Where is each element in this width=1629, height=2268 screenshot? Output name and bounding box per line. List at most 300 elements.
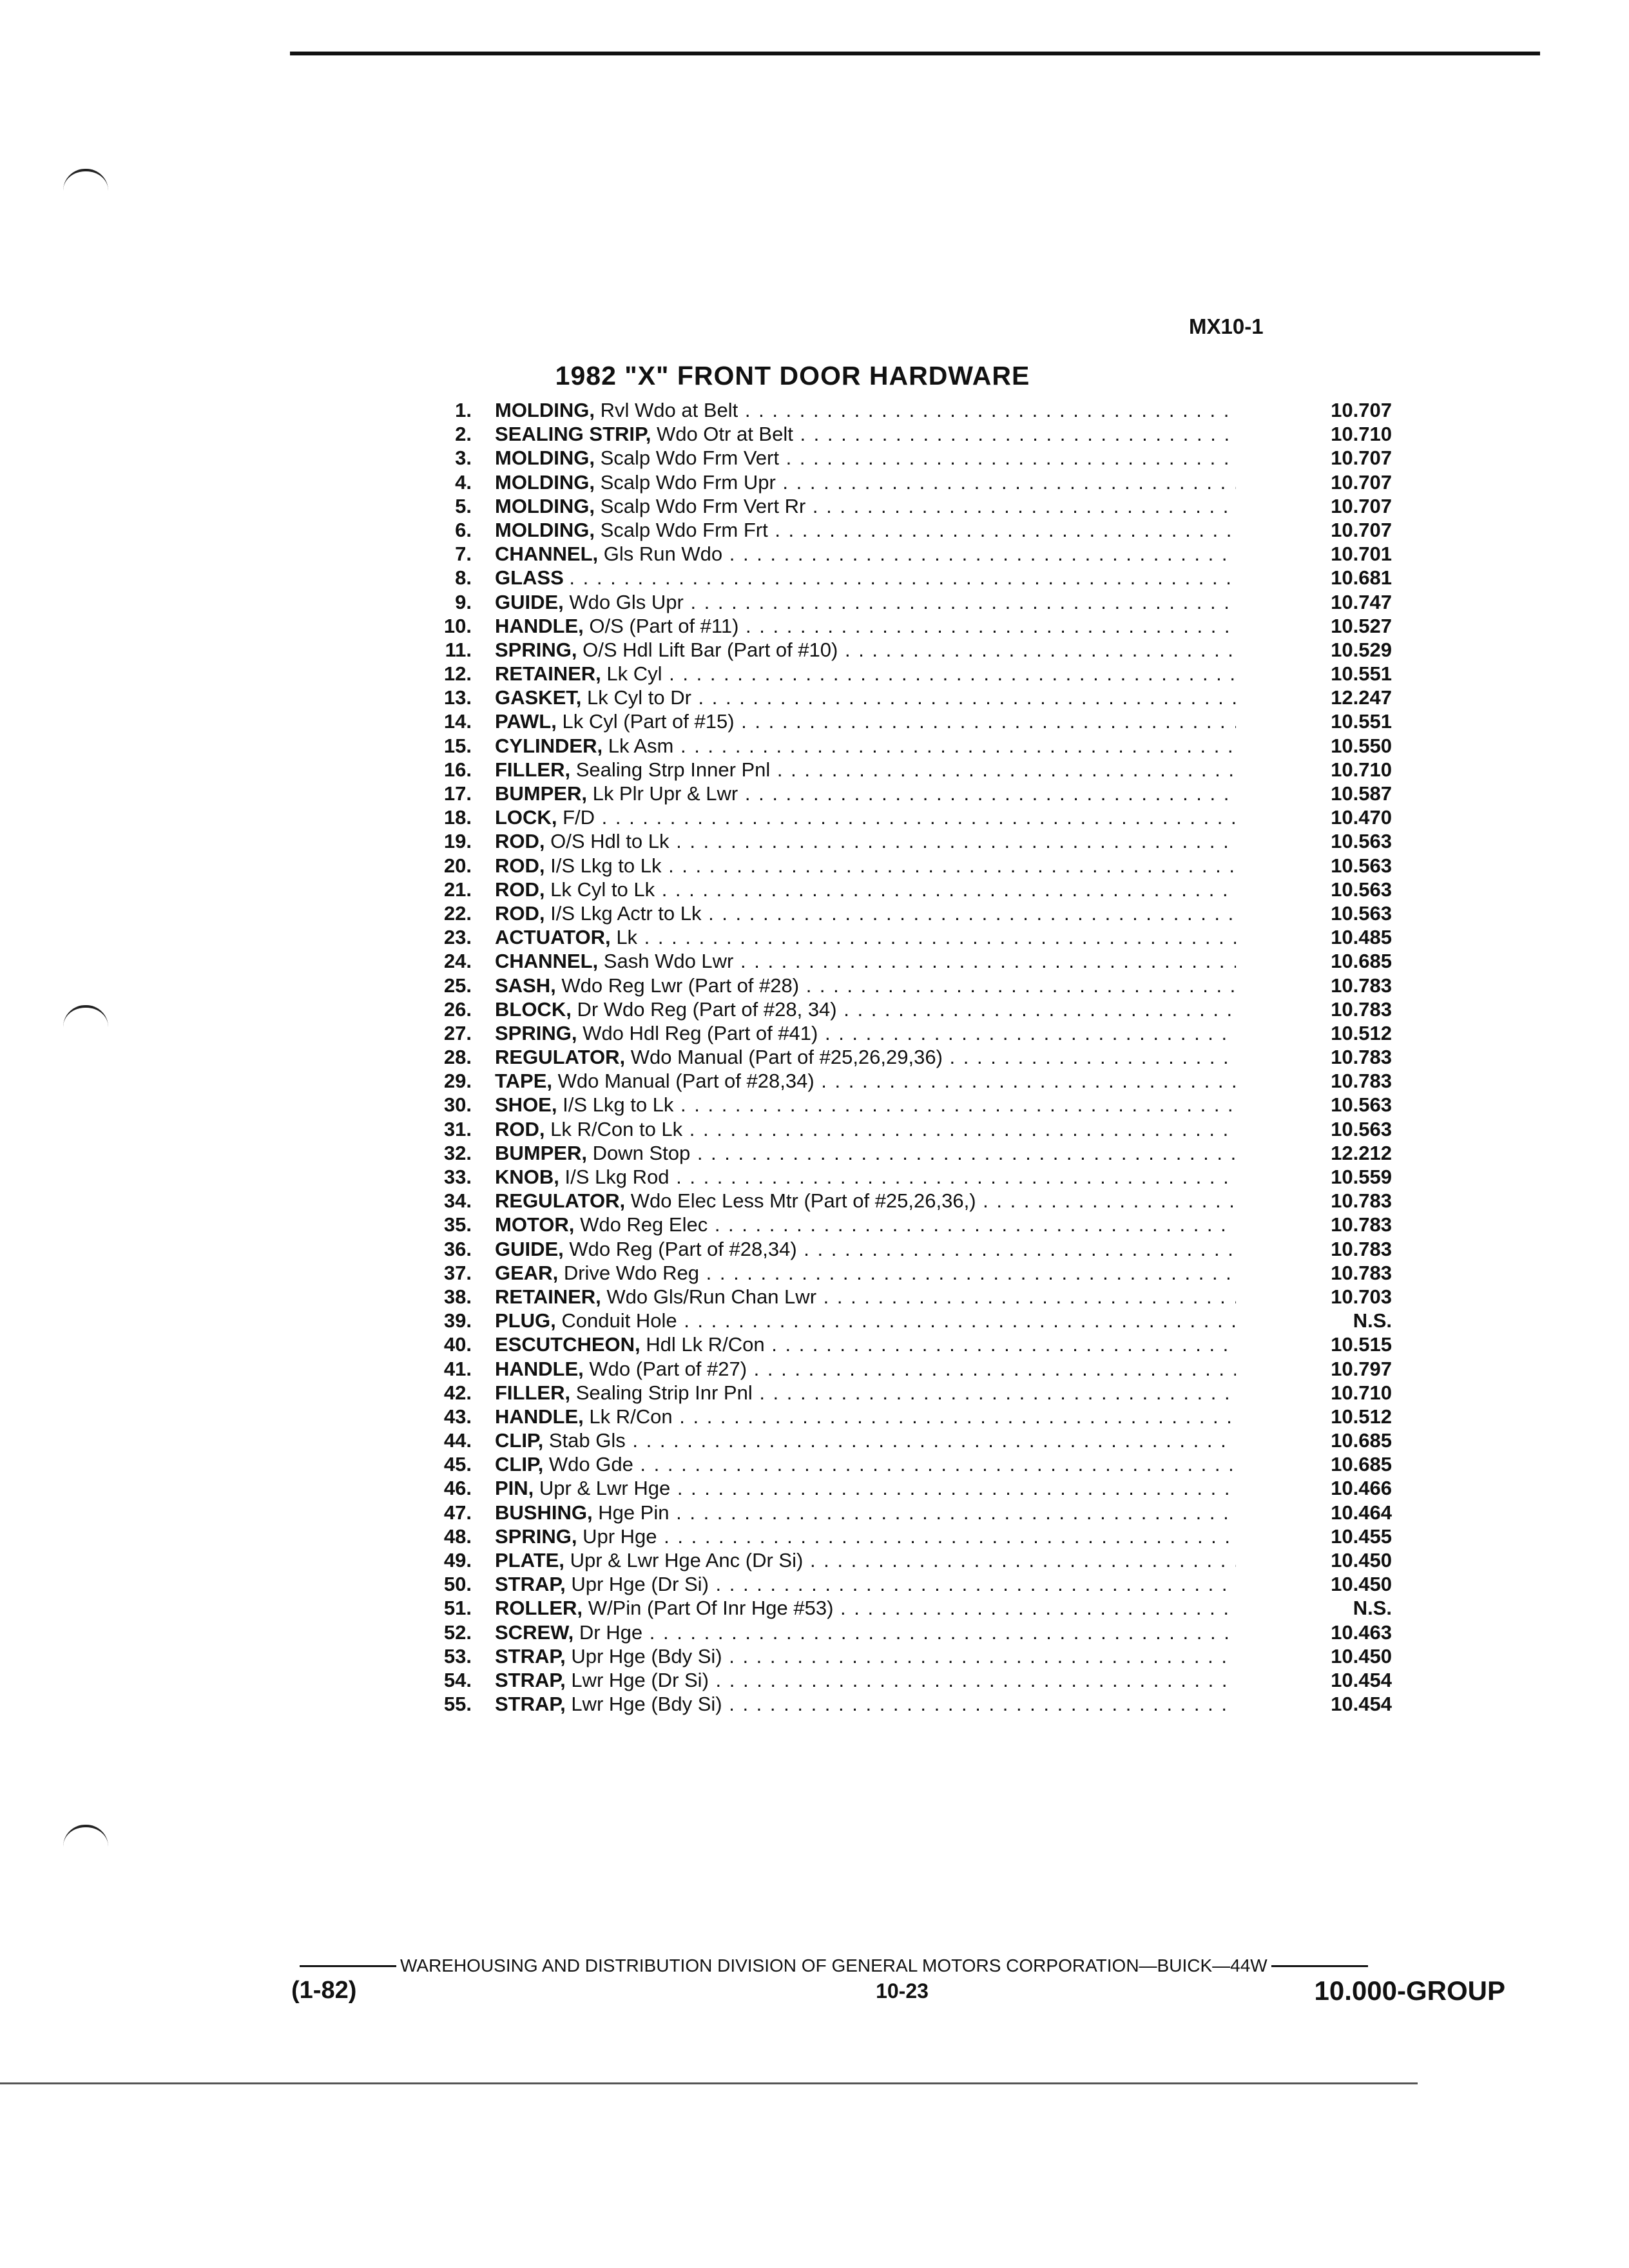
parts-row (412, 422, 1392, 446)
part-detail: Lk R/Con to Lk (550, 1117, 683, 1140)
part-description (495, 854, 1236, 878)
part-group-number: 10.454 (1331, 1668, 1392, 1691)
part-name: ACTUATOR, (495, 926, 611, 949)
parts-row (412, 446, 1392, 470)
part-name: RETAINER, (495, 662, 601, 686)
part-description (495, 1141, 1236, 1165)
part-description (495, 662, 1236, 686)
part-group-number: 10.563 (1331, 830, 1392, 853)
part-description (495, 422, 1236, 446)
part-description (495, 974, 1236, 997)
part-detail: W/Pin (Part Of Inr Hge #53) (588, 1597, 834, 1620)
part-group-number: 12.247 (1331, 686, 1392, 709)
part-number: 13. (443, 686, 472, 709)
part-group-number: 10.512 (1331, 1405, 1392, 1428)
part-name: PLUG, (495, 1309, 556, 1332)
part-number: 19. (443, 830, 472, 853)
part-group-number: 10.450 (1331, 1549, 1392, 1571)
part-number: 44. (443, 1429, 472, 1452)
part-name: FILLER, (495, 1381, 571, 1404)
part-number: 41. (443, 1357, 472, 1380)
part-group-number: 10.710 (1331, 1381, 1392, 1404)
part-detail: Hdl Lk R/Con (646, 1333, 765, 1356)
part-name: SPRING, (495, 638, 577, 661)
part-number: 32. (443, 1141, 472, 1164)
parts-row (412, 1093, 1392, 1117)
part-name: CYLINDER, (495, 734, 603, 757)
part-number: 1. (455, 399, 472, 421)
parts-row (412, 542, 1392, 566)
part-description (495, 1357, 1236, 1381)
part-description (495, 1165, 1236, 1189)
part-group-number: 10.550 (1331, 734, 1392, 757)
part-name: TAPE, (495, 1070, 552, 1093)
part-detail: Lk Cyl (606, 662, 662, 686)
part-description (495, 494, 1236, 518)
part-description (495, 1189, 1236, 1213)
parts-row (412, 1381, 1392, 1405)
part-number: 4. (455, 470, 472, 494)
part-number: 53. (443, 1644, 472, 1667)
part-name: GASKET, (495, 686, 582, 709)
part-number: 7. (455, 543, 472, 566)
part-detail: Wdo Reg (Part of #28,34) (569, 1237, 797, 1260)
part-group-number: 10.559 (1331, 1166, 1392, 1188)
part-description (495, 1285, 1236, 1309)
page-code: MX10-1 (1189, 314, 1264, 338)
part-number: 38. (443, 1285, 472, 1308)
part-description (495, 398, 1236, 422)
parts-row (412, 1476, 1392, 1500)
part-number: 46. (443, 1477, 472, 1500)
part-description (495, 1069, 1236, 1093)
part-name: RETAINER, (495, 1285, 601, 1308)
parts-row (412, 1452, 1392, 1476)
part-detail: Dr Wdo Reg (Part of #28, 34) (577, 997, 837, 1021)
part-description (495, 734, 1236, 758)
part-description (495, 1213, 1236, 1236)
part-name: STRAP, (495, 1693, 566, 1716)
parts-row (412, 1141, 1392, 1165)
part-number: 2. (455, 423, 472, 446)
part-number: 30. (443, 1093, 472, 1117)
part-name: BUSHING, (495, 1501, 593, 1524)
part-name: MOLDING, (495, 518, 595, 541)
part-name: LOCK, (495, 806, 557, 829)
part-group-number: 10.747 (1331, 590, 1392, 613)
part-number: 37. (443, 1261, 472, 1284)
part-detail: Lk Plr Upr & Lwr (592, 782, 738, 805)
part-detail: I/S Lkg to Lk (550, 854, 662, 877)
part-number: 20. (443, 854, 472, 877)
part-name: SASH, (495, 974, 556, 997)
part-detail: Upr & Lwr Hge (539, 1477, 671, 1500)
part-description (495, 878, 1236, 901)
parts-row (412, 1524, 1392, 1548)
part-number: 24. (443, 950, 472, 973)
binder-hole-mark (63, 169, 108, 191)
parts-row (412, 974, 1392, 997)
part-name: PLATE, (495, 1549, 564, 1571)
part-group-number: 10.466 (1331, 1477, 1392, 1500)
parts-row (412, 997, 1392, 1021)
part-group-number: 10.563 (1331, 1117, 1392, 1140)
parts-row (412, 709, 1392, 733)
part-detail: O/S Hdl to Lk (550, 830, 670, 853)
part-description (495, 1309, 1236, 1332)
part-detail: Wdo Reg Lwr (Part of #28) (561, 974, 800, 997)
part-group-number: 10.512 (1331, 1021, 1392, 1044)
parts-row (412, 805, 1392, 829)
part-number: 10. (443, 614, 472, 637)
part-group-number: 10.450 (1331, 1644, 1392, 1667)
part-name: GUIDE, (495, 1237, 564, 1260)
part-description (495, 709, 1236, 733)
part-detail: Upr Hge (Dr Si) (571, 1573, 709, 1596)
part-detail: Wdo Hdl Reg (Part of #41) (583, 1021, 818, 1044)
part-detail: Sealing Strip Inr Pnl (575, 1381, 753, 1404)
part-name: PAWL, (495, 710, 557, 733)
part-group-number: 10.470 (1331, 806, 1392, 829)
part-group-number: 10.529 (1331, 638, 1392, 661)
part-group-number: 10.797 (1331, 1357, 1392, 1380)
part-description (495, 1501, 1236, 1524)
part-number: 17. (443, 782, 472, 805)
part-detail: Wdo (Part of #27) (589, 1357, 747, 1380)
part-number: 28. (443, 1046, 472, 1069)
part-name: CHANNEL, (495, 543, 599, 566)
part-description (495, 566, 1236, 590)
part-group-number: 10.464 (1331, 1501, 1392, 1524)
part-detail: Wdo Gls/Run Chan Lwr (606, 1285, 817, 1308)
part-name: REGULATOR, (495, 1189, 626, 1213)
part-description (495, 1428, 1236, 1452)
parts-row (412, 1045, 1392, 1069)
parts-row (412, 1620, 1392, 1644)
part-detail: Lk Cyl to Lk (550, 878, 655, 901)
part-detail: Gls Run Wdo (603, 543, 723, 566)
part-name: ROD, (495, 901, 545, 925)
footer-division-line (300, 1956, 1518, 1976)
parts-list (412, 398, 1392, 1716)
part-description (495, 901, 1236, 925)
part-description (495, 1452, 1236, 1476)
part-detail: Wdo Manual (Part of #25,26,29,36) (630, 1046, 943, 1069)
part-name: GUIDE, (495, 590, 564, 613)
part-number: 47. (443, 1501, 472, 1524)
part-number: 49. (443, 1549, 472, 1571)
parts-row (412, 1501, 1392, 1524)
part-name: MOLDING, (495, 447, 595, 470)
part-detail: O/S (Part of #11) (589, 614, 739, 637)
part-name: BLOCK, (495, 997, 572, 1021)
part-name: BUMPER, (495, 1141, 587, 1164)
part-number: 39. (443, 1309, 472, 1332)
part-description (495, 1261, 1236, 1285)
part-description (495, 1093, 1236, 1117)
parts-row (412, 949, 1392, 973)
part-number: 18. (443, 806, 472, 829)
part-group-number: 10.783 (1331, 1213, 1392, 1236)
part-description (495, 949, 1236, 973)
part-detail: Wdo Reg Elec (580, 1213, 708, 1236)
parts-row (412, 1021, 1392, 1045)
part-detail: Stab Gls (548, 1429, 626, 1452)
part-number: 45. (443, 1453, 472, 1476)
footer-page-number: 10-23 (876, 1979, 929, 2003)
part-name: SPRING, (495, 1524, 577, 1548)
part-group-number: 10.455 (1331, 1524, 1392, 1548)
part-group-number: N.S. (1353, 1597, 1392, 1620)
part-detail: Hge Pin (598, 1501, 670, 1524)
parts-row (412, 494, 1392, 518)
part-detail: Lk Cyl (Part of #15) (562, 710, 735, 733)
part-detail: Upr Hge (583, 1524, 657, 1548)
part-group-number: 10.707 (1331, 447, 1392, 470)
part-name: MOTOR, (495, 1213, 575, 1236)
part-description (495, 470, 1236, 494)
parts-row (412, 470, 1392, 494)
parts-row (412, 1213, 1392, 1236)
part-group-number: 10.783 (1331, 1237, 1392, 1260)
part-detail: Drive Wdo Reg (563, 1261, 699, 1284)
parts-row (412, 734, 1392, 758)
part-group-number: 10.551 (1331, 662, 1392, 686)
part-name: STRAP, (495, 1644, 566, 1667)
part-group-number: 10.783 (1331, 1261, 1392, 1284)
footer-division: WAREHOUSING AND DISTRIBUTION DIVISION OF GENERAL MOTORS CORPORATION—BUICK—44W (400, 1956, 1268, 1975)
part-description (495, 590, 1236, 614)
part-description (495, 1644, 1236, 1668)
part-name: SHOE, (495, 1093, 557, 1117)
binder-hole-mark (63, 1005, 108, 1027)
part-group-number: 10.707 (1331, 399, 1392, 421)
parts-row (412, 1069, 1392, 1093)
part-name: CLIP, (495, 1453, 544, 1476)
footer-group: 10.000-GROUP (1314, 1975, 1505, 2006)
part-name: FILLER, (495, 758, 571, 781)
part-name: ROD, (495, 1117, 545, 1140)
parts-row (412, 1165, 1392, 1189)
parts-row (412, 662, 1392, 686)
footer-date: (1-82) (291, 1977, 357, 2004)
part-description (495, 1572, 1236, 1596)
part-detail: Wdo Elec Less Mtr (Part of #25,26,36,) (630, 1189, 976, 1213)
part-number: 8. (455, 566, 472, 590)
part-name: CLIP, (495, 1429, 544, 1452)
part-group-number: 10.710 (1331, 423, 1392, 446)
part-detail: Conduit Hole (561, 1309, 677, 1332)
part-group-number: 10.685 (1331, 950, 1392, 973)
binder-hole-mark (63, 1825, 108, 1847)
part-name: MOLDING, (495, 399, 595, 421)
part-name: BUMPER, (495, 782, 587, 805)
part-description (495, 829, 1236, 853)
part-name: REGULATOR, (495, 1046, 626, 1069)
part-name: MOLDING, (495, 494, 595, 517)
bottom-rule (0, 2082, 1418, 2084)
part-number: 36. (443, 1237, 472, 1260)
part-group-number: 10.454 (1331, 1693, 1392, 1716)
part-description (495, 518, 1236, 542)
part-description (495, 1332, 1236, 1356)
part-detail: Lk (616, 926, 638, 949)
parts-row (412, 925, 1392, 949)
part-detail: Lk Asm (608, 734, 674, 757)
part-detail: Sealing Strp Inner Pnl (575, 758, 771, 781)
part-name: SCREW, (495, 1620, 574, 1644)
part-group-number: 10.485 (1331, 926, 1392, 949)
parts-row (412, 1644, 1392, 1668)
part-number: 16. (443, 758, 472, 781)
part-description (495, 782, 1236, 805)
part-name: SEALING STRIP, (495, 423, 651, 446)
part-group-number: 10.783 (1331, 1070, 1392, 1093)
part-name: ROD, (495, 830, 545, 853)
part-description (495, 1021, 1236, 1045)
part-description (495, 805, 1236, 829)
part-name: CHANNEL, (495, 950, 599, 973)
footer-rule-left (300, 1965, 396, 1967)
part-description (495, 686, 1236, 709)
parts-row (412, 1668, 1392, 1692)
parts-row (412, 686, 1392, 709)
part-number: 33. (443, 1166, 472, 1188)
part-group-number: 10.783 (1331, 1046, 1392, 1069)
part-group-number: 10.563 (1331, 1093, 1392, 1117)
part-number: 35. (443, 1213, 472, 1236)
part-number: 26. (443, 997, 472, 1021)
part-name: HANDLE, (495, 614, 584, 637)
part-group-number: 10.783 (1331, 974, 1392, 997)
part-detail: Wdo Manual (Part of #28,34) (557, 1070, 815, 1093)
part-group-number: 10.783 (1331, 997, 1392, 1021)
part-description (495, 925, 1236, 949)
part-name: ESCUTCHEON, (495, 1333, 641, 1356)
part-group-number: 10.707 (1331, 518, 1392, 541)
part-number: 9. (455, 590, 472, 613)
part-group-number: 10.681 (1331, 566, 1392, 590)
parts-row (412, 1692, 1392, 1716)
part-group-number: 10.685 (1331, 1453, 1392, 1476)
part-number: 5. (455, 494, 472, 517)
part-name: HANDLE, (495, 1357, 584, 1380)
part-number: 42. (443, 1381, 472, 1404)
parts-row (412, 1332, 1392, 1356)
part-number: 29. (443, 1070, 472, 1093)
part-number: 3. (455, 447, 472, 470)
part-description (495, 1476, 1236, 1500)
top-rule (290, 52, 1540, 55)
part-detail: Down Stop (592, 1141, 691, 1164)
part-name: STRAP, (495, 1668, 566, 1691)
parts-row (412, 1117, 1392, 1141)
parts-row (412, 614, 1392, 638)
part-detail: Scalp Wdo Frm Upr (600, 470, 776, 494)
part-number: 51. (443, 1597, 472, 1620)
part-description (495, 1405, 1236, 1428)
part-group-number: 10.710 (1331, 758, 1392, 781)
part-detail: Lwr Hge (Dr Si) (571, 1668, 709, 1691)
part-group-number: 12.212 (1331, 1141, 1392, 1164)
part-description (495, 1381, 1236, 1405)
part-detail: O/S Hdl Lift Bar (Part of #10) (583, 638, 838, 661)
part-description (495, 1524, 1236, 1548)
part-group-number: 10.527 (1331, 614, 1392, 637)
part-name: GLASS (495, 566, 564, 590)
part-name: MOLDING, (495, 470, 595, 494)
page-title: 1982 "X" FRONT DOOR HARDWARE (555, 361, 1030, 390)
part-number: 34. (443, 1189, 472, 1213)
part-number: 27. (443, 1021, 472, 1044)
part-name: ROLLER, (495, 1597, 583, 1620)
part-number: 52. (443, 1620, 472, 1644)
part-number: 55. (443, 1693, 472, 1716)
part-name: STRAP, (495, 1573, 566, 1596)
part-number: 6. (455, 518, 472, 541)
part-description (495, 758, 1236, 782)
part-detail: I/S Lkg to Lk (563, 1093, 674, 1117)
part-detail: Sash Wdo Lwr (603, 950, 734, 973)
parts-row (412, 782, 1392, 805)
parts-row (412, 758, 1392, 782)
part-group-number: N.S. (1353, 1309, 1392, 1332)
part-group-number: 10.703 (1331, 1285, 1392, 1308)
parts-row (412, 638, 1392, 662)
part-detail: Scalp Wdo Frm Vert Rr (600, 494, 806, 517)
part-detail: I/S Lkg Rod (564, 1166, 670, 1188)
part-detail: Scalp Wdo Frm Frt (600, 518, 768, 541)
part-group-number: 10.783 (1331, 1189, 1392, 1213)
parts-row (412, 1596, 1392, 1620)
part-name: PIN, (495, 1477, 534, 1500)
footer-rule-right (1271, 1965, 1368, 1967)
part-name: HANDLE, (495, 1405, 584, 1428)
part-group-number: 10.563 (1331, 854, 1392, 877)
part-description (495, 1548, 1236, 1572)
part-number: 50. (443, 1573, 472, 1596)
part-group-number: 10.563 (1331, 878, 1392, 901)
part-number: 23. (443, 926, 472, 949)
part-number: 12. (443, 662, 472, 686)
part-number: 31. (443, 1117, 472, 1140)
parts-row (412, 1309, 1392, 1332)
part-detail: Upr & Lwr Hge Anc (Dr Si) (570, 1549, 804, 1571)
part-group-number: 10.701 (1331, 543, 1392, 566)
parts-row (412, 1237, 1392, 1261)
part-description (495, 542, 1236, 566)
parts-row (412, 901, 1392, 925)
part-detail: Wdo Otr at Belt (656, 423, 793, 446)
part-description (495, 1596, 1236, 1620)
part-group-number: 10.685 (1331, 1429, 1392, 1452)
part-group-number: 10.450 (1331, 1573, 1392, 1596)
parts-row (412, 1572, 1392, 1596)
part-description (495, 1045, 1236, 1069)
part-number: 15. (443, 734, 472, 757)
part-name: ROD, (495, 878, 545, 901)
part-detail: Rvl Wdo at Belt (600, 399, 738, 421)
part-group-number: 10.707 (1331, 470, 1392, 494)
part-detail: Wdo Gls Upr (569, 590, 684, 613)
parts-row (412, 1285, 1392, 1309)
parts-row (412, 829, 1392, 853)
part-description (495, 1668, 1236, 1692)
part-group-number: 10.587 (1331, 782, 1392, 805)
part-name: SPRING, (495, 1021, 577, 1044)
part-detail: Scalp Wdo Frm Vert (600, 447, 779, 470)
part-detail: Dr Hge (579, 1620, 643, 1644)
